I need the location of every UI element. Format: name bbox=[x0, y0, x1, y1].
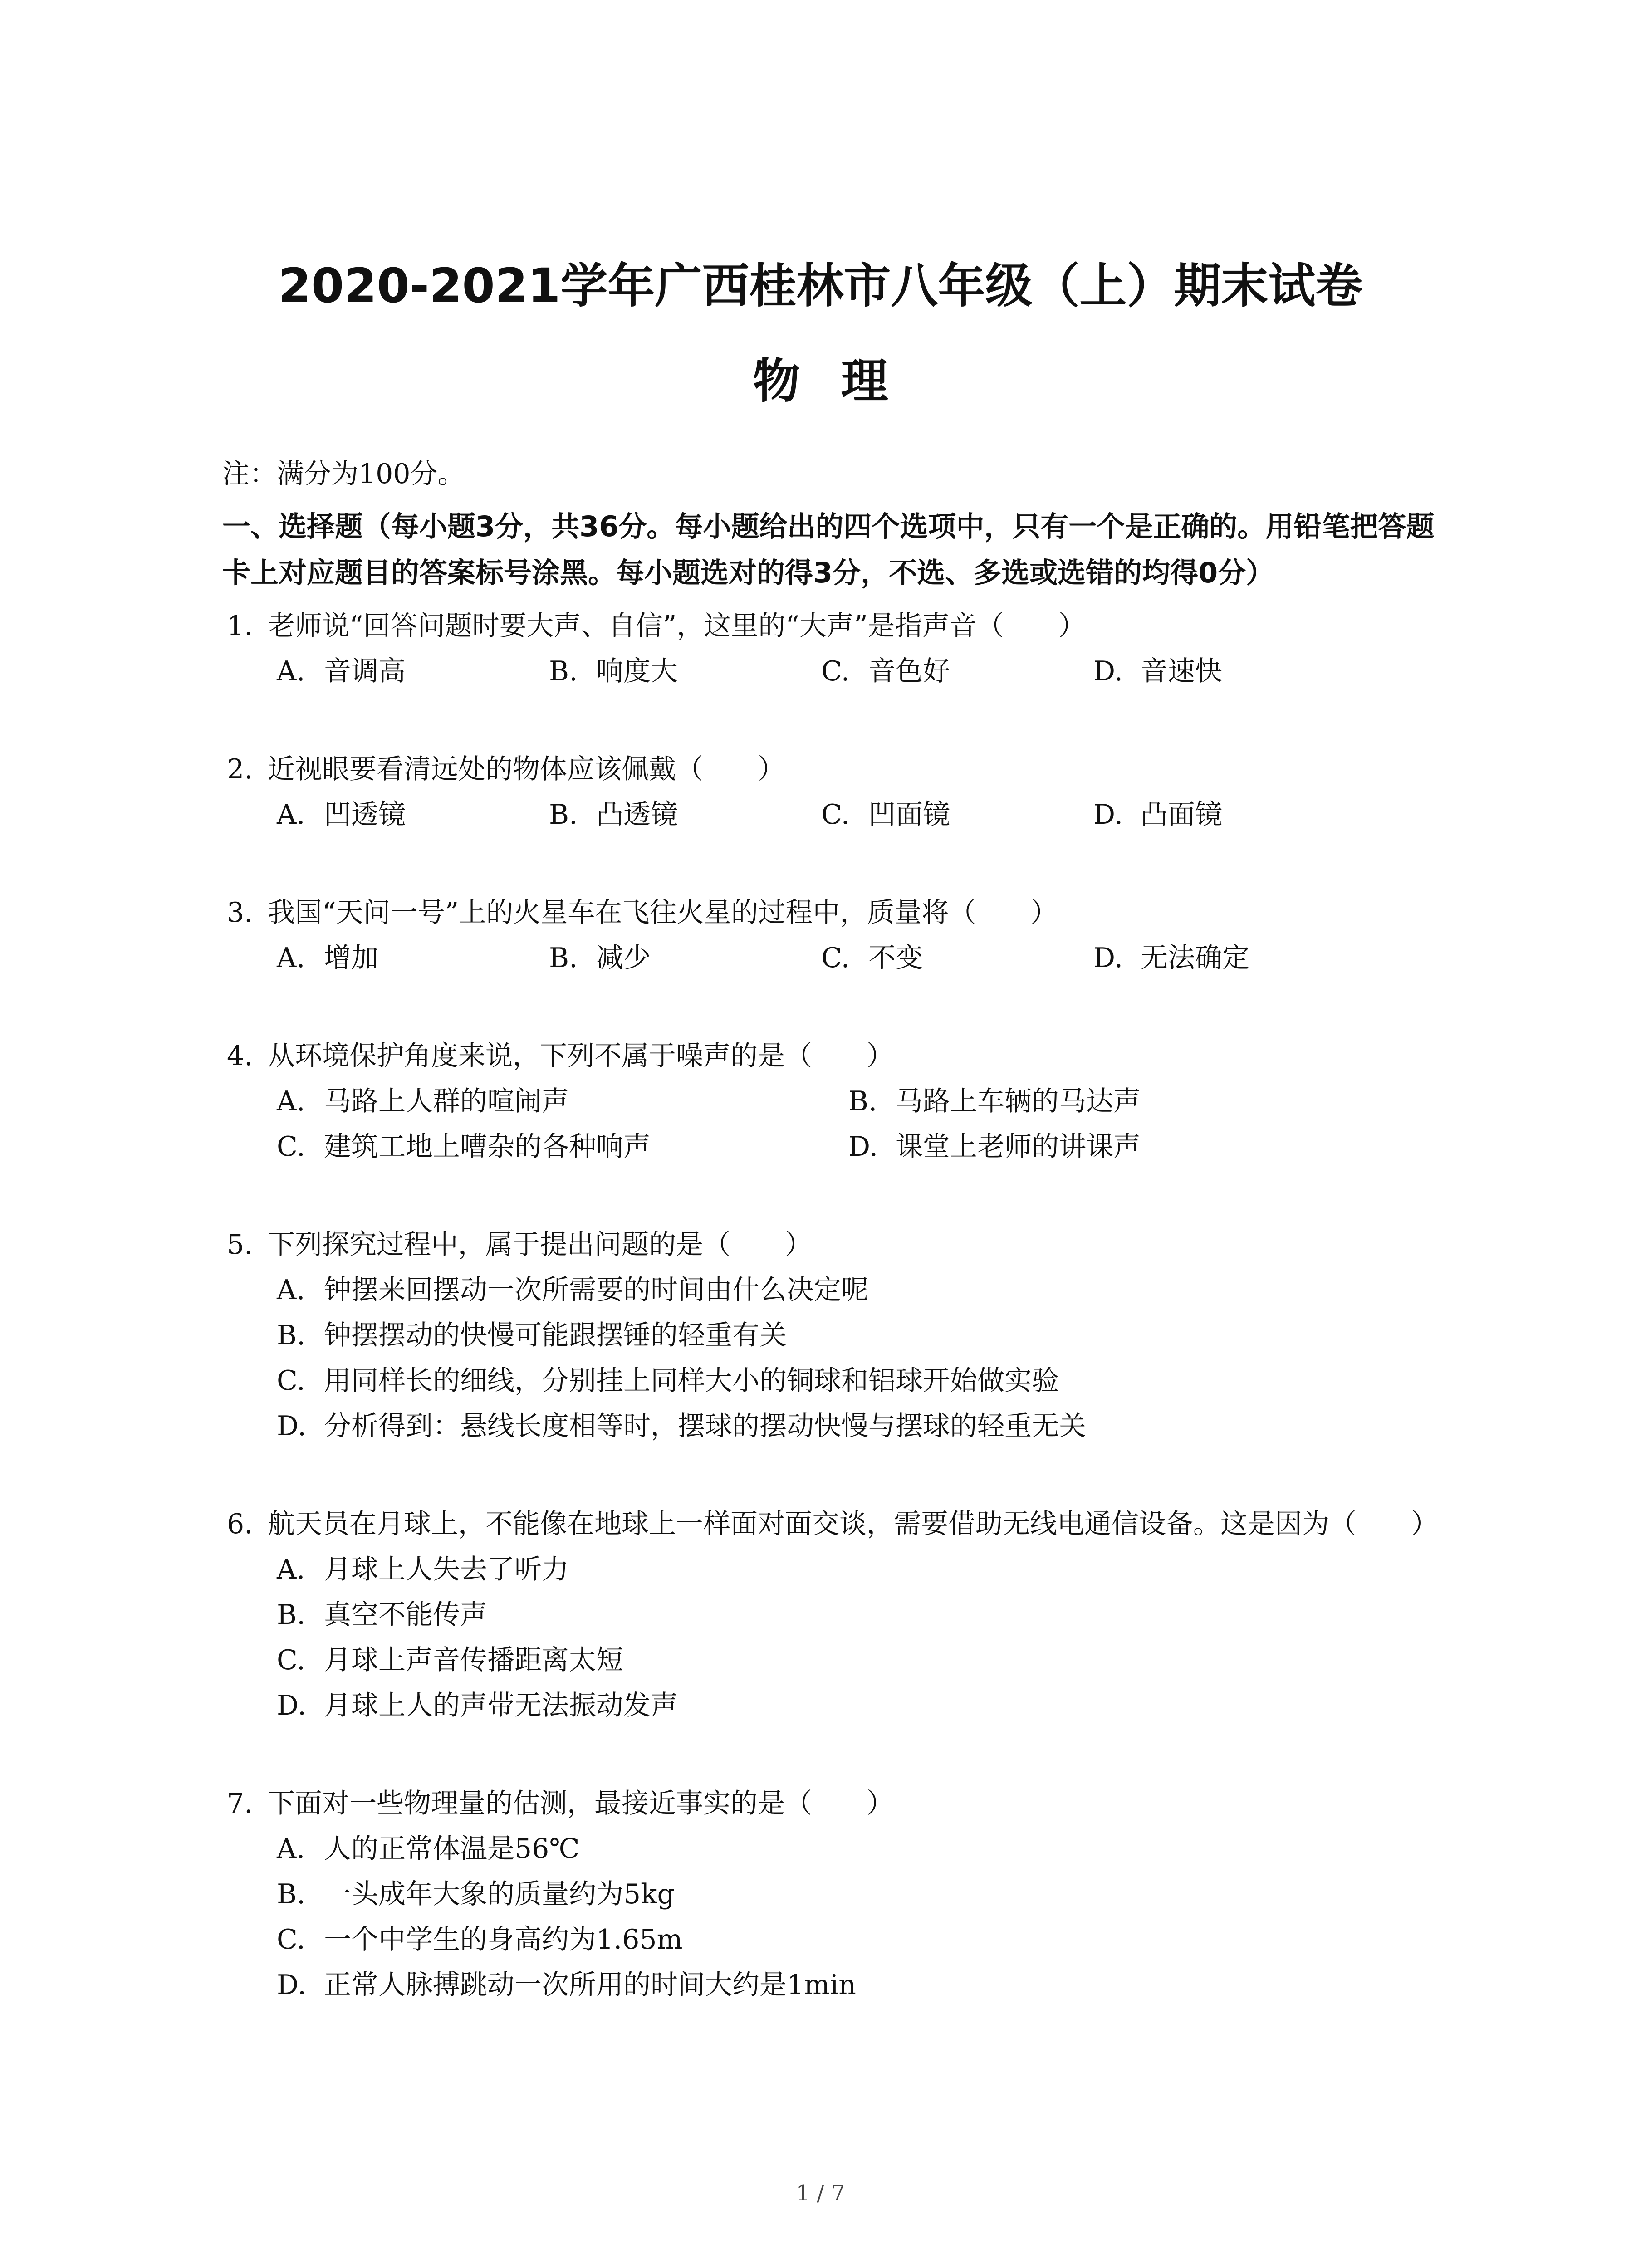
option-text: 正常人脉搏跳动一次所用的时间大约是1min bbox=[324, 1969, 856, 2001]
option-letter: D. bbox=[1093, 655, 1123, 687]
question-6 bbox=[227, 1501, 1497, 1728]
option-a[interactable] bbox=[277, 935, 549, 981]
option-letter: D. bbox=[848, 1131, 878, 1163]
question-text: 我国“天问一号”上的火星车在飞往火星的过程中，质量将（ ） bbox=[268, 897, 1058, 929]
question-number: 2. bbox=[227, 753, 253, 785]
option-a[interactable] bbox=[277, 1826, 1497, 1872]
question-stem bbox=[227, 1033, 1497, 1079]
option-c[interactable] bbox=[821, 935, 1093, 981]
option-text: 一个中学生的身高约为1.65m bbox=[324, 1924, 683, 1955]
option-letter: A. bbox=[277, 799, 305, 831]
option-letter: C. bbox=[277, 1365, 305, 1397]
option-letter: D. bbox=[1093, 942, 1123, 974]
question-text: 下列探究过程中，属于提出问题的是（ ） bbox=[268, 1229, 812, 1261]
option-text: 人的正常体温是56℃ bbox=[324, 1833, 580, 1865]
option-d[interactable] bbox=[277, 1403, 1497, 1449]
option-a[interactable] bbox=[277, 1547, 1497, 1592]
option-d[interactable] bbox=[1093, 935, 1366, 981]
option-letter: A. bbox=[277, 1085, 305, 1117]
option-c[interactable] bbox=[821, 792, 1093, 837]
option-text: 减少 bbox=[596, 942, 651, 974]
option-letter: B. bbox=[549, 942, 578, 974]
option-c[interactable] bbox=[277, 1124, 848, 1169]
option-d[interactable] bbox=[1093, 649, 1366, 694]
option-letter: A. bbox=[277, 655, 305, 687]
option-letter: C. bbox=[277, 1924, 305, 1955]
question-stem bbox=[227, 747, 1497, 792]
question-4 bbox=[227, 1033, 1497, 1169]
option-text: 凹面镜 bbox=[868, 799, 950, 831]
option-b[interactable] bbox=[848, 1079, 1420, 1124]
option-letter: B. bbox=[848, 1085, 877, 1117]
score-note: 注：满分为100分。 bbox=[222, 458, 465, 490]
question-stem bbox=[227, 603, 1497, 649]
option-d[interactable] bbox=[277, 1683, 1497, 1728]
option-a[interactable] bbox=[277, 1079, 848, 1124]
question-stem bbox=[227, 1781, 1497, 1826]
option-text: 一头成年大象的质量约为5kg bbox=[324, 1878, 675, 1910]
option-c[interactable] bbox=[277, 1917, 1497, 1962]
option-list bbox=[227, 1826, 1497, 2008]
question-5 bbox=[227, 1222, 1497, 1449]
option-list bbox=[227, 1079, 1497, 1169]
option-b[interactable] bbox=[277, 1872, 1497, 1917]
option-b[interactable] bbox=[549, 649, 821, 694]
option-letter: A. bbox=[277, 1274, 305, 1306]
option-b[interactable] bbox=[277, 1313, 1497, 1358]
exam-title: 2020-2021学年广西桂林市八年级（上）期末试卷 bbox=[278, 258, 1363, 313]
option-a[interactable] bbox=[277, 792, 549, 837]
option-text: 建筑工地上嘈杂的各种响声 bbox=[324, 1131, 651, 1163]
option-text: 音色好 bbox=[868, 655, 950, 687]
option-text: 真空不能传声 bbox=[324, 1599, 487, 1631]
option-letter: C. bbox=[821, 942, 850, 974]
page-indicator: 1 / 7 bbox=[796, 2180, 845, 2206]
question-number: 1. bbox=[227, 610, 253, 642]
option-text: 月球上人的声带无法振动发声 bbox=[324, 1690, 678, 1721]
option-list bbox=[227, 1547, 1497, 1728]
question-stem bbox=[227, 890, 1497, 935]
option-b[interactable] bbox=[549, 792, 821, 837]
option-text: 分析得到：悬线长度相等时，摆球的摆动快慢与摆球的轻重无关 bbox=[324, 1410, 1086, 1442]
option-d[interactable] bbox=[848, 1124, 1420, 1169]
option-letter: A. bbox=[277, 1833, 305, 1865]
question-2 bbox=[227, 747, 1497, 837]
option-letter: C. bbox=[277, 1644, 305, 1676]
option-a[interactable] bbox=[277, 649, 549, 694]
option-text: 不变 bbox=[868, 942, 923, 974]
question-3 bbox=[227, 890, 1497, 981]
option-b[interactable] bbox=[549, 935, 821, 981]
option-letter: C. bbox=[277, 1131, 305, 1163]
question-7 bbox=[227, 1781, 1497, 2008]
question-number: 5. bbox=[227, 1229, 253, 1261]
option-text: 响度大 bbox=[596, 655, 678, 687]
option-letter: C. bbox=[821, 799, 850, 831]
question-text: 下面对一些物理量的估测，最接近事实的是（ ） bbox=[268, 1788, 894, 1819]
option-text: 月球上人失去了听力 bbox=[324, 1554, 569, 1585]
option-b[interactable] bbox=[277, 1592, 1497, 1637]
option-letter: D. bbox=[277, 1410, 307, 1442]
option-letter: C. bbox=[821, 655, 850, 687]
option-list bbox=[227, 1267, 1497, 1449]
option-a[interactable] bbox=[277, 1267, 1497, 1313]
question-number: 4. bbox=[227, 1040, 253, 1072]
option-letter: D. bbox=[277, 1969, 307, 2001]
exam-subject: 物理 bbox=[753, 353, 929, 409]
option-text: 音速快 bbox=[1141, 655, 1222, 687]
option-text: 凸面镜 bbox=[1141, 799, 1222, 831]
option-list bbox=[227, 935, 1497, 981]
option-text: 音调高 bbox=[324, 655, 406, 687]
option-letter: D. bbox=[1093, 799, 1123, 831]
question-1 bbox=[227, 603, 1497, 694]
option-letter: B. bbox=[549, 799, 578, 831]
question-number: 7. bbox=[227, 1788, 253, 1819]
question-stem bbox=[227, 1501, 1497, 1547]
option-text: 凸透镜 bbox=[596, 799, 678, 831]
option-text: 钟摆摆动的快慢可能跟摆锤的轻重有关 bbox=[324, 1320, 787, 1351]
option-text: 马路上人群的喧闹声 bbox=[324, 1085, 569, 1117]
option-c[interactable] bbox=[277, 1637, 1497, 1683]
option-letter: D. bbox=[277, 1690, 307, 1721]
option-list bbox=[227, 649, 1497, 694]
section-heading: 一、选择题（每小题3分，共36分。每小题给出的四个选项中，只有一个是正确的。用铅笔把答题卡上对应题目的答案标号涂黑。每小题选对的得3分，不选、多选或选错的均得0分） bbox=[222, 510, 1435, 589]
option-text: 钟摆来回摆动一次所需要的时间由什么决定呢 bbox=[324, 1274, 868, 1306]
question-stem bbox=[227, 1222, 1497, 1267]
option-letter: A. bbox=[277, 942, 305, 974]
question-text: 老师说“回答问题时要大声、自信”，这里的“大声”是指声音（ ） bbox=[268, 610, 1086, 642]
question-text: 航天员在月球上，不能像在地球上一样面对面交谈，需要借助无线电通信设备。这是因为（ ） bbox=[268, 1508, 1438, 1540]
option-text: 凹透镜 bbox=[324, 799, 406, 831]
question-number: 3. bbox=[227, 897, 253, 929]
option-letter: B. bbox=[277, 1878, 306, 1910]
option-d[interactable] bbox=[277, 1962, 1497, 2008]
option-letter: B. bbox=[277, 1599, 306, 1631]
option-text: 课堂上老师的讲课声 bbox=[896, 1131, 1141, 1163]
question-number: 6. bbox=[227, 1508, 253, 1540]
question-list bbox=[227, 603, 1497, 2060]
option-d[interactable] bbox=[1093, 792, 1366, 837]
option-letter: B. bbox=[277, 1320, 306, 1351]
option-list bbox=[227, 792, 1497, 837]
option-letter: A. bbox=[277, 1554, 305, 1585]
option-text: 月球上声音传播距离太短 bbox=[324, 1644, 623, 1676]
option-c[interactable] bbox=[277, 1358, 1497, 1403]
option-text: 增加 bbox=[324, 942, 378, 974]
option-text: 无法确定 bbox=[1141, 942, 1249, 974]
question-text: 近视眼要看清远处的物体应该佩戴（ ） bbox=[268, 753, 785, 785]
option-letter: B. bbox=[549, 655, 578, 687]
option-c[interactable] bbox=[821, 649, 1093, 694]
question-text: 从环境保护角度来说，下列不属于噪声的是（ ） bbox=[268, 1040, 894, 1072]
option-text: 马路上车辆的马达声 bbox=[896, 1085, 1141, 1117]
option-text: 用同样长的细线，分别挂上同样大小的铜球和铝球开始做实验 bbox=[324, 1365, 1059, 1397]
